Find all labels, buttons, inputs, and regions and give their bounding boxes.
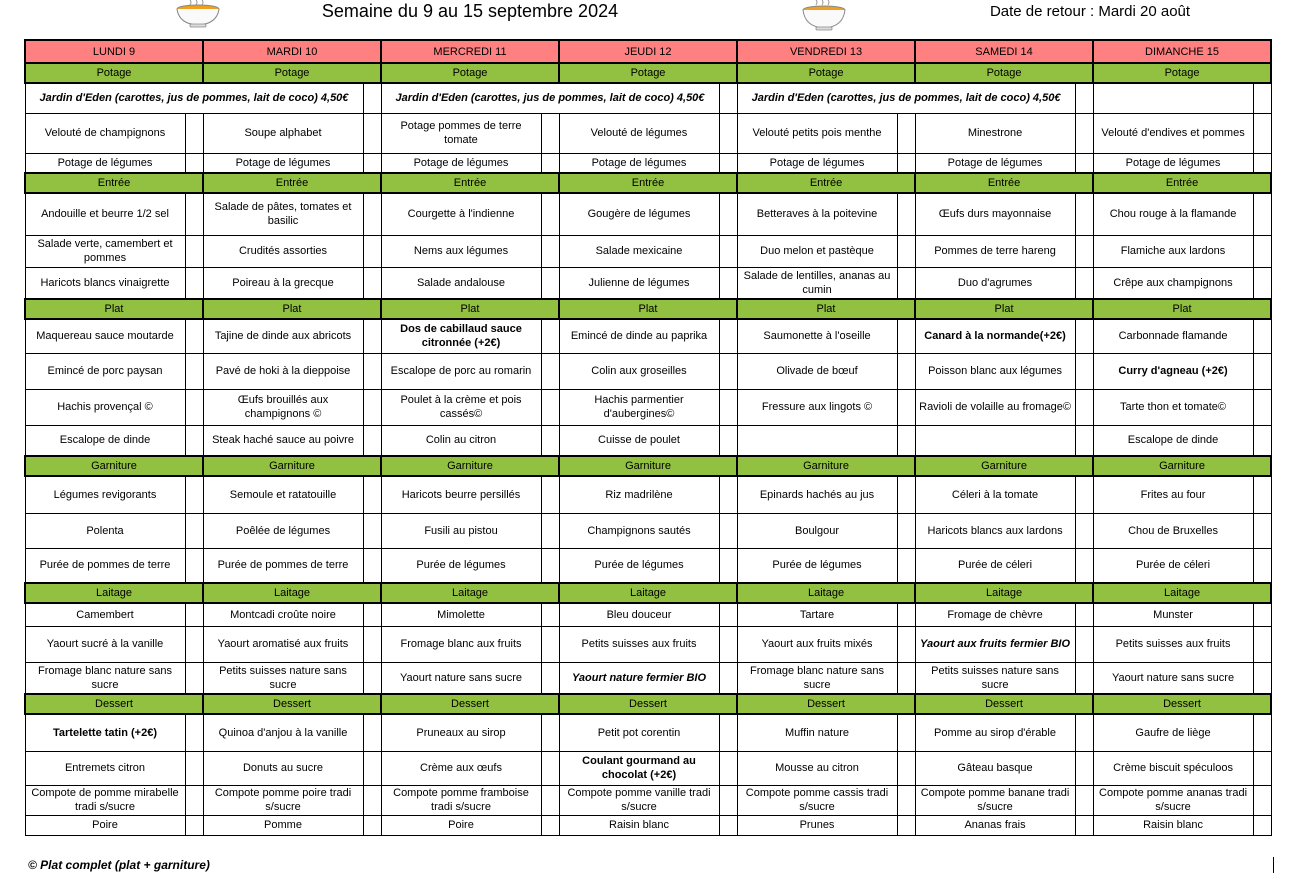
day-header: DIMANCHE 15 (1093, 40, 1271, 63)
menu-item: Petits suisses aux fruits (1093, 626, 1253, 662)
menu-item: Mousse au citron (737, 751, 897, 785)
menu-item: Yaourt sucré à la vanille (25, 626, 185, 662)
page-title: Semaine du 9 au 15 septembre 2024 (321, 1, 619, 21)
special-soup: Jardin d'Eden (carottes, jus de pommes, lait de coco) 4,50€ (737, 83, 1075, 113)
menu-item-bio: Yaourt nature fermier BIO (559, 662, 719, 694)
menu-item: Salade andalouse (381, 267, 541, 299)
menu-item: Fromage blanc nature sans sucre (737, 662, 897, 694)
menu-item: Céleri à la tomate (915, 476, 1075, 513)
menu-item: Yaourt nature sans sucre (1093, 662, 1253, 694)
section-label: Entrée (559, 173, 737, 193)
section-label: Entrée (381, 173, 559, 193)
day-header: MARDI 10 (203, 40, 381, 63)
menu-item: Andouille et beurre 1/2 sel (25, 193, 185, 235)
section-label: Garniture (203, 456, 381, 476)
menu-item: Potage de légumes (559, 153, 719, 173)
menu-item: Gâteau basque (915, 751, 1075, 785)
menu-item (737, 425, 897, 456)
menu-item: Poisson blanc aux légumes (915, 353, 1075, 389)
section-label: Plat (559, 299, 737, 319)
menu-item: Raisin blanc (1093, 815, 1253, 835)
menu-item: Petits suisses nature sans sucre (203, 662, 363, 694)
menu-row (25, 513, 1271, 548)
menu-item: Salade mexicaine (559, 235, 719, 267)
menu-row (25, 751, 1271, 785)
section-label: Dessert (203, 694, 381, 714)
menu-item: Epinards hachés au jus (737, 476, 897, 513)
soup-bowl-icon (174, 0, 222, 28)
menu-row (25, 815, 1271, 835)
menu-row (25, 267, 1271, 299)
menu-item: Duo d'agrumes (915, 267, 1075, 299)
menu-row (25, 113, 1271, 153)
menu-item: Donuts au sucre (203, 751, 363, 785)
menu-item: Purée de légumes (737, 548, 897, 583)
section-label: Entrée (203, 173, 381, 193)
section-label: Dessert (737, 694, 915, 714)
section-label: Laitage (1093, 583, 1271, 603)
menu-item: Quinoa d'anjou à la vanille (203, 714, 363, 751)
menu-item: Œufs durs mayonnaise (915, 193, 1075, 235)
menu-item: Crudités assorties (203, 235, 363, 267)
section-label: Laitage (381, 583, 559, 603)
page-header (0, 0, 1296, 36)
section-label: Potage (381, 63, 559, 83)
menu-item: Pomme au sirop d'érable (915, 714, 1075, 751)
menu-item: Bleu douceur (559, 603, 719, 626)
menu-item: Escalope de porc au romarin (381, 353, 541, 389)
menu-item: Cuisse de poulet (559, 425, 719, 456)
section-label: Plat (737, 299, 915, 319)
menu-item: Purée de légumes (559, 548, 719, 583)
menu-item: Poulet à la crème et pois cassés© (381, 389, 541, 425)
menu-item: Hachis provençal © (25, 389, 185, 425)
section-label: Entrée (1093, 173, 1271, 193)
menu-item: Salade de pâtes, tomates et basilic (203, 193, 363, 235)
day-header: MERCREDI 11 (381, 40, 559, 63)
menu-item: Soupe alphabet (203, 113, 363, 153)
section-label: Garniture (737, 456, 915, 476)
menu-item: Tajine de dinde aux abricots (203, 319, 363, 353)
section-label: Dessert (559, 694, 737, 714)
menu-item: Petits suisses nature sans sucre (915, 662, 1075, 694)
section-label: Dessert (1093, 694, 1271, 714)
menu-item: Compote pomme cassis tradi s/sucre (737, 785, 897, 815)
menu-row (25, 425, 1271, 456)
menu-row (25, 319, 1271, 353)
menu-item: Compote pomme banane tradi s/sucre (915, 785, 1075, 815)
menu-item: Pruneaux au sirop (381, 714, 541, 751)
day-header: SAMEDI 14 (915, 40, 1093, 63)
day-header: VENDREDI 13 (737, 40, 915, 63)
menu-item: Potage de légumes (25, 153, 185, 173)
menu-row (25, 353, 1271, 389)
menu-item: Tarte thon et tomate© (1093, 389, 1253, 425)
menu-row (25, 548, 1271, 583)
special-soup (1093, 83, 1253, 113)
menu-item: Flamiche aux lardons (1093, 235, 1253, 267)
section-label: Laitage (203, 583, 381, 603)
menu-item: Potage de légumes (915, 153, 1075, 173)
menu-item: Haricots beurre persillés (381, 476, 541, 513)
menu-item: Petits suisses aux fruits (559, 626, 719, 662)
menu-item: Emincé de dinde au paprika (559, 319, 719, 353)
menu-item: Pommes de terre hareng (915, 235, 1075, 267)
menu-item: Yaourt nature sans sucre (381, 662, 541, 694)
menu-item: Semoule et ratatouille (203, 476, 363, 513)
special-soup: Jardin d'Eden (carottes, jus de pommes, lait de coco) 4,50€ (381, 83, 719, 113)
menu-item: Purée de céleri (915, 548, 1075, 583)
section-label: Potage (1093, 63, 1271, 83)
menu-item: Ananas frais (915, 815, 1075, 835)
menu-row (25, 714, 1271, 751)
section-label: Laitage (25, 583, 203, 603)
menu-item: Yaourt aux fruits mixés (737, 626, 897, 662)
menu-item: Montcadi croûte noire (203, 603, 363, 626)
day-header-row (25, 40, 1271, 63)
menu-item: Mimolette (381, 603, 541, 626)
section-label: Garniture (25, 456, 203, 476)
menu-item: Purée de pommes de terre (25, 548, 185, 583)
menu-item-supplement: Coulant gourmand au chocolat (+2€) (559, 751, 719, 785)
section-label: Plat (915, 299, 1093, 319)
day-header: JEUDI 12 (559, 40, 737, 63)
return-date: Date de retour : Mardi 20 août (989, 3, 1191, 20)
section-label: Garniture (381, 456, 559, 476)
menu-item: Velouté d'endives et pommes (1093, 113, 1253, 153)
menu-item: Tartare (737, 603, 897, 626)
menu-row (25, 626, 1271, 662)
menu-item: Muffin nature (737, 714, 897, 751)
menu-row (25, 662, 1271, 694)
menu-item: Gougère de légumes (559, 193, 719, 235)
menu-item: Steak haché sauce au poivre (203, 425, 363, 456)
menu-item: Emincé de porc paysan (25, 353, 185, 389)
menu-item: Poire (25, 815, 185, 835)
section-header-row (25, 456, 1271, 476)
section-label: Plat (1093, 299, 1271, 319)
menu-item: Pomme (203, 815, 363, 835)
menu-item-supplement: Curry d'agneau (+2€) (1093, 353, 1253, 389)
menu-item: Saumonette à l'oseille (737, 319, 897, 353)
menu-item: Escalope de dinde (1093, 425, 1253, 456)
menu-row (25, 476, 1271, 513)
menu-row (25, 603, 1271, 626)
special-potage-row (25, 83, 1271, 113)
menu-item: Œufs brouillés aux champignons © (203, 389, 363, 425)
section-label: Potage (915, 63, 1093, 83)
menu-item: Yaourt aromatisé aux fruits (203, 626, 363, 662)
section-label: Potage (737, 63, 915, 83)
menu-row (25, 235, 1271, 267)
menu-item: Frites au four (1093, 476, 1253, 513)
menu-item: Purée de pommes de terre (203, 548, 363, 583)
menu-item: Pavé de hoki à la dieppoise (203, 353, 363, 389)
section-label: Dessert (381, 694, 559, 714)
special-soup: Jardin d'Eden (carottes, jus de pommes, lait de coco) 4,50€ (25, 83, 363, 113)
menu-item: Fromage de chèvre (915, 603, 1075, 626)
menu-item: Escalope de dinde (25, 425, 185, 456)
menu-item: Riz madrilène (559, 476, 719, 513)
section-header-row (25, 694, 1271, 714)
menu-item: Fressure aux lingots © (737, 389, 897, 425)
soup-bowl-icon (800, 0, 848, 32)
menu-item: Crème aux œufs (381, 751, 541, 785)
menu-item: Colin aux groseilles (559, 353, 719, 389)
section-label: Laitage (915, 583, 1093, 603)
menu-item: Petit pot corentin (559, 714, 719, 751)
menu-item: Velouté de champignons (25, 113, 185, 153)
menu-item: Velouté petits pois menthe (737, 113, 897, 153)
section-label: Entrée (737, 173, 915, 193)
section-label: Potage (203, 63, 381, 83)
menu-item: Colin au citron (381, 425, 541, 456)
menu-item-supplement: Dos de cabillaud sauce citronnée (+2€) (381, 319, 541, 353)
menu-item: Potage de légumes (381, 153, 541, 173)
menu-item: Légumes revigorants (25, 476, 185, 513)
menu-item: Munster (1093, 603, 1253, 626)
menu-item: Maquereau sauce moutarde (25, 319, 185, 353)
menu-item: Fromage blanc nature sans sucre (25, 662, 185, 694)
menu-item: Poireau à la grecque (203, 267, 363, 299)
menu-item: Hachis parmentier d'aubergines© (559, 389, 719, 425)
menu-item: Crème biscuit spéculoos (1093, 751, 1253, 785)
section-header-row (25, 583, 1271, 603)
menu-item: Raisin blanc (559, 815, 719, 835)
menu-item: Champignons sautés (559, 513, 719, 548)
menu-item: Potage de légumes (737, 153, 897, 173)
menu-row (25, 389, 1271, 425)
divider (1273, 857, 1274, 873)
section-label: Garniture (1093, 456, 1271, 476)
section-label: Potage (25, 63, 203, 83)
menu-item: Salade verte, camembert et pommes (25, 235, 185, 267)
menu-item: Fusili au pistou (381, 513, 541, 548)
section-label: Dessert (915, 694, 1093, 714)
menu-item: Purée de légumes (381, 548, 541, 583)
menu-item: Olivade de bœuf (737, 353, 897, 389)
section-label: Garniture (915, 456, 1093, 476)
day-header: LUNDI 9 (25, 40, 203, 63)
menu-item: Fromage blanc aux fruits (381, 626, 541, 662)
menu-item: Betteraves à la poitevine (737, 193, 897, 235)
menu-item: Velouté de légumes (559, 113, 719, 153)
menu-item: Potage de légumes (203, 153, 363, 173)
menu-item-supplement: Tartelette tatin (+2€) (25, 714, 185, 751)
section-label: Plat (25, 299, 203, 319)
menu-item: Boulgour (737, 513, 897, 548)
menu-row (25, 785, 1271, 815)
menu-item: Prunes (737, 815, 897, 835)
menu-item: Compote pomme poire tradi s/sucre (203, 785, 363, 815)
menu-item: Gaufre de liège (1093, 714, 1253, 751)
menu-item: Poire (381, 815, 541, 835)
menu-item: Compote pomme framboise tradi s/sucre (381, 785, 541, 815)
section-label: Laitage (737, 583, 915, 603)
menu-item: Potage de légumes (1093, 153, 1253, 173)
menu-row (25, 193, 1271, 235)
menu-item: Haricots blancs aux lardons (915, 513, 1075, 548)
menu-item: Courgette à l'indienne (381, 193, 541, 235)
section-header-row (25, 299, 1271, 319)
menu-item: Compote pomme vanille tradi s/sucre (559, 785, 719, 815)
menu-row (25, 153, 1271, 173)
menu-item: Minestrone (915, 113, 1075, 153)
menu-item: Compote pomme ananas tradi s/sucre (1093, 785, 1253, 815)
menu-item: Polenta (25, 513, 185, 548)
menu-item-bio: Yaourt aux fruits fermier BIO (915, 626, 1075, 662)
section-label: Entrée (25, 173, 203, 193)
menu-item: Potage pommes de terre tomate (381, 113, 541, 153)
menu-item: Duo melon et pastèque (737, 235, 897, 267)
section-label: Dessert (25, 694, 203, 714)
menu-item: Salade de lentilles, ananas au cumin (737, 267, 897, 299)
menu-item: Purée de céleri (1093, 548, 1253, 583)
weekly-menu-table (24, 39, 1272, 836)
menu-item: Haricots blancs vinaigrette (25, 267, 185, 299)
section-label: Laitage (559, 583, 737, 603)
menu-item-supplement: Canard à la normande(+2€) (915, 319, 1075, 353)
footer-note: © Plat complet (plat + garniture) (28, 858, 210, 872)
section-label: Entrée (915, 173, 1093, 193)
menu-item: Crêpe aux champignons (1093, 267, 1253, 299)
menu-item: Ravioli de volaille au fromage© (915, 389, 1075, 425)
menu-item: Compote de pomme mirabelle tradi s/sucre (25, 785, 185, 815)
menu-item: Chou de Bruxelles (1093, 513, 1253, 548)
menu-item: Chou rouge à la flamande (1093, 193, 1253, 235)
menu-item: Camembert (25, 603, 185, 626)
section-label: Plat (203, 299, 381, 319)
menu-item: Poêlée de légumes (203, 513, 363, 548)
menu-item: Entremets citron (25, 751, 185, 785)
section-header-row (25, 63, 1271, 83)
menu-item: Nems aux légumes (381, 235, 541, 267)
section-label: Garniture (559, 456, 737, 476)
menu-item: Julienne de légumes (559, 267, 719, 299)
section-label: Potage (559, 63, 737, 83)
menu-item: Carbonnade flamande (1093, 319, 1253, 353)
section-label: Plat (381, 299, 559, 319)
menu-item (915, 425, 1075, 456)
section-header-row (25, 173, 1271, 193)
